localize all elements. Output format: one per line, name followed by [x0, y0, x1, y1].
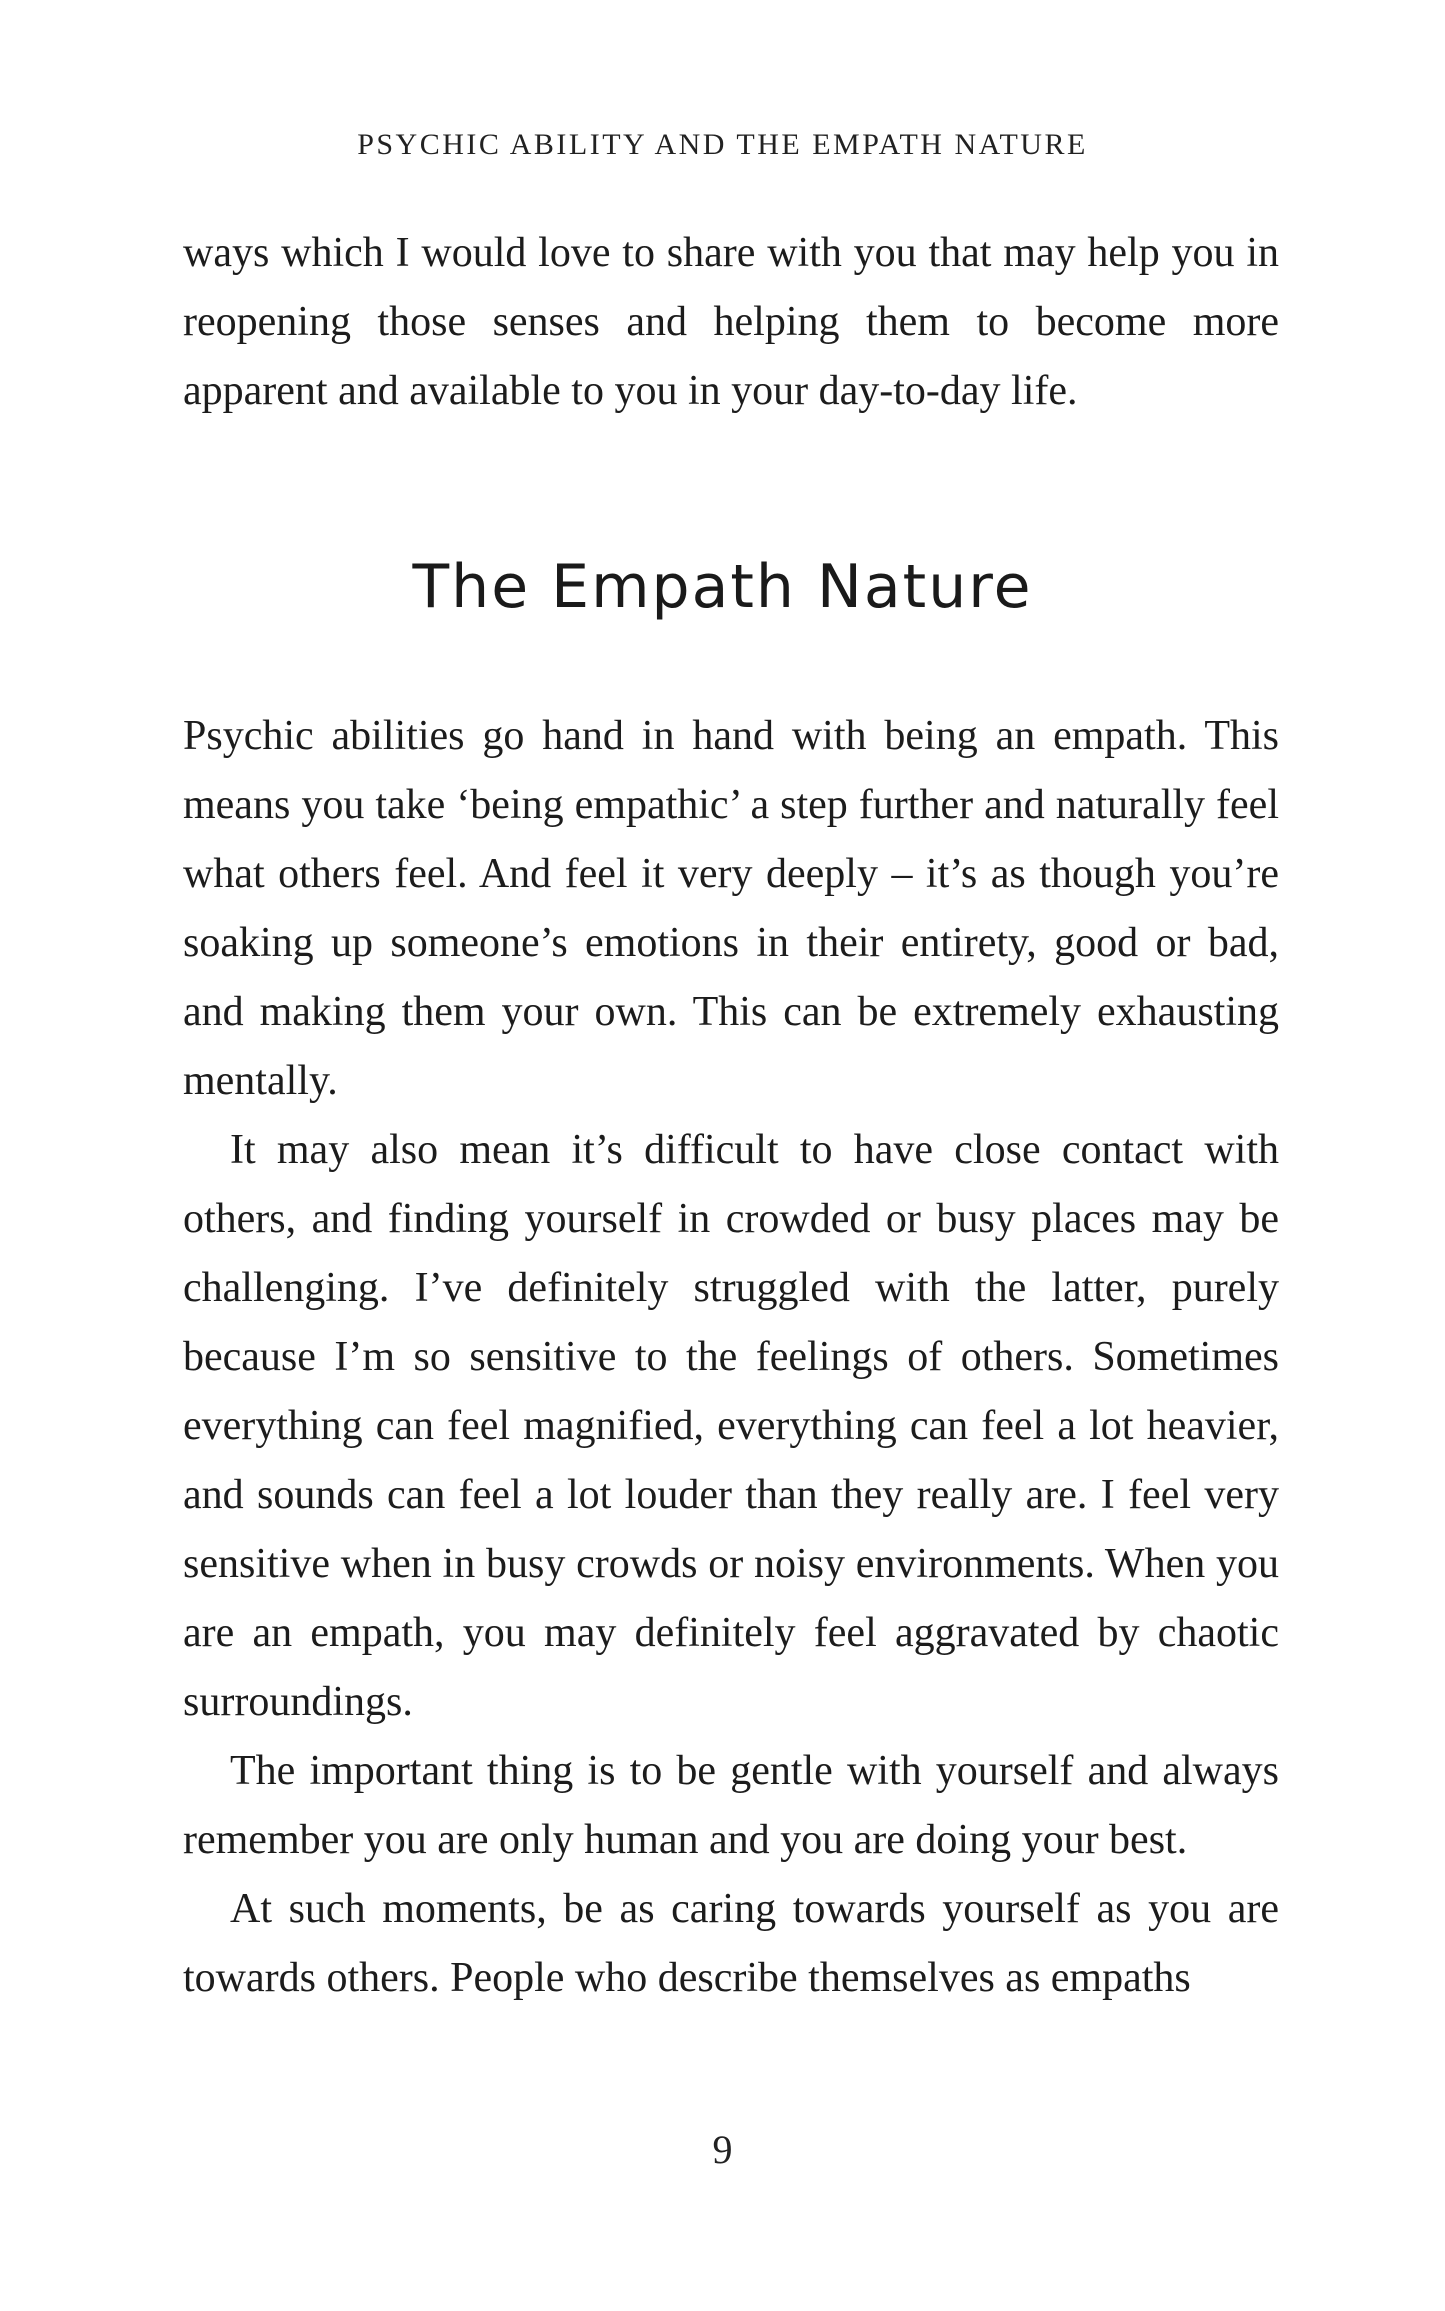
paragraph-3: The important thing is to be gentle with yourself and always remember you are only human and you are doing your best.: [183, 1748, 1279, 1863]
paragraph-2: It may also mean it’s difficult to have close contact with others, and finding yourself in crowded or busy places may be challenging. I’ve definitely struggled with the latter, purely because I’m so sensitive to the feelings of others. Sometimes everything can feel magnified, everything can feel a lot heavier, and sounds can feel a lot louder than they really are. I feel very sensitive when in busy crowds or noisy environments. When you are an empath, you may definitely feel aggravated by chaotic surroundings.: [183, 1127, 1279, 1725]
section-title: The Empath Nature: [412, 552, 1033, 622]
page-number: 9: [712, 2127, 733, 2172]
section-body: [183, 702, 1279, 2013]
intro-paragraph: ways which I would love to share with you that may help you in reopening those senses and helping them to become more apparent and available to you in your day-to-day life.: [183, 230, 1279, 414]
paragraph-4: At such moments, be as caring towards yourself as you are towards others. People who describe themselves as empaths: [183, 1886, 1279, 2001]
paragraph-1: Psychic abilities go hand in hand with being an empath. This means you take ‘being empathic’ a step further and naturally feel what others feel. And feel it very deeply – it’s as though you’re soaking up someone’s emotions in their entirety, good or bad, and making them your own. This can be extremely exhausting mentally.: [183, 713, 1279, 1104]
intro-text: [183, 219, 1279, 426]
running-head: PSYCHIC ABILITY AND THE EMPATH NATURE: [357, 128, 1088, 161]
